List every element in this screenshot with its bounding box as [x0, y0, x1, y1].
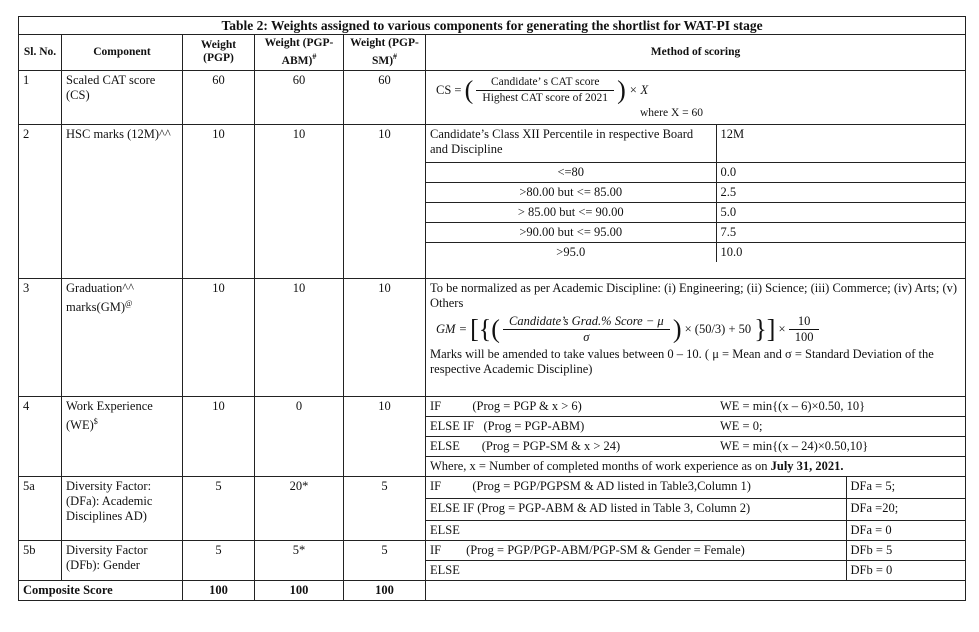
weight-pgp-cell: 5: [183, 541, 255, 581]
dfb-value: DFb = 0: [846, 561, 965, 581]
header-weight-sm: Weight (PGP-SM)#: [344, 35, 426, 71]
composite-pgp: 100: [183, 581, 255, 601]
we-rule-table: [426, 397, 965, 476]
composite-label: Composite Score: [19, 581, 183, 601]
weights-table-container: [18, 16, 965, 601]
hsc-range: >90.00 but <= 95.00: [426, 223, 716, 243]
gm-denominator: σ: [583, 329, 590, 344]
weights-table: [18, 16, 966, 601]
sl-cell: 5b: [19, 541, 62, 581]
table-row: [19, 124, 966, 278]
hsc-range: >80.00 but <= 85.00: [426, 183, 716, 203]
hsc-range: > 85.00 but <= 90.00: [426, 203, 716, 223]
component-cell: Diversity Factor (DFb): Gender: [62, 541, 183, 581]
hsc-score: 2.5: [716, 183, 965, 203]
sl-cell: 3: [19, 278, 62, 396]
gm-intro: To be normalized as per Academic Discipline: (i) Engineering; (ii) Science; (iii) Commerce; (iv) Arts; (v) Others: [430, 280, 958, 310]
component-cell: Scaled CAT score (CS): [62, 70, 183, 124]
method-cell: [426, 476, 966, 541]
weight-abm-cell: 10: [255, 124, 344, 278]
weight-pgp-cell: 10: [183, 278, 255, 396]
we-value: WE = min{(x – 24)×0.50,10}: [716, 436, 965, 456]
hsc-score: 7.5: [716, 223, 965, 243]
hsc-score: 10.0: [716, 243, 965, 263]
hsc-column-header: Candidate’s Class XII Percentile in respective Board and Discipline: [426, 125, 716, 163]
dfb-value: DFb = 5: [846, 541, 965, 561]
weight-sm-cell: 10: [344, 278, 426, 396]
method-cell: [426, 70, 966, 124]
composite-abm: 100: [255, 581, 344, 601]
gm-numerator: Candidate’s Grad.% Score − μ: [503, 314, 670, 330]
composite-row: [19, 581, 966, 601]
hsc-range: <=80: [426, 163, 716, 183]
component-cell: Work Experience (WE)$: [62, 396, 183, 476]
composite-sm: 100: [344, 581, 426, 601]
hsc-band-table: [426, 125, 965, 263]
weight-abm-cell: 0: [255, 396, 344, 476]
we-where: Where, x = Number of completed months of work experience as on July 31, 2021.: [430, 458, 844, 473]
weight-abm-cell: 5*: [255, 541, 344, 581]
cs-formula: CS = ( $\frac{\text{Candidate’ s CAT score}}{\text{Highest CAT score of 2021}}$ ) × X: [436, 75, 649, 105]
dfb-condition: ELSE: [430, 563, 460, 578]
hsc-range: >95.0: [556, 245, 586, 260]
we-condition: ELSE (Prog = PGP-SM & x > 24): [426, 436, 716, 456]
dfb-condition: IF (Prog = PGP/PGP-ABM/PGP-SM & Gender = Female): [426, 541, 846, 561]
weight-abm-cell: 20*: [255, 476, 344, 541]
hsc-score: 5.0: [716, 203, 965, 223]
cs-numerator: Candidate’ s CAT score: [476, 75, 614, 91]
we-condition: IF (Prog = PGP & x > 6): [426, 397, 716, 417]
header-component: Component: [62, 35, 183, 71]
sl-cell: 4: [19, 396, 62, 476]
we-value: WE = 0;: [716, 416, 965, 436]
dfb-rule-table: [426, 541, 965, 580]
weight-pgp-cell: 10: [183, 124, 255, 278]
method-cell: [426, 396, 966, 476]
table-row: [19, 541, 966, 581]
weight-pgp-cell: 10: [183, 396, 255, 476]
sl-cell: 5a: [19, 476, 62, 541]
header-sl: Sl. No.: [19, 35, 62, 71]
we-condition: ELSE IF (Prog = PGP-ABM): [426, 416, 716, 436]
header-weight-pgp: Weight (PGP): [183, 35, 255, 71]
table-caption: Table 2: Weights assigned to various components for generating the shortlist for WAT-PI stage: [19, 17, 966, 35]
dfa-condition: ELSE IF (Prog = PGP-ABM & AD listed in Table 3, Column 2): [426, 499, 846, 521]
gm-end-denominator: 100: [794, 329, 814, 344]
composite-method-empty: [426, 581, 966, 601]
gm-end-numerator: 10: [789, 314, 820, 330]
dfa-condition: ELSE: [430, 523, 460, 538]
sl-cell: 1: [19, 70, 62, 124]
table-row: [19, 476, 966, 541]
dfa-value: DFa = 5;: [846, 477, 965, 499]
hsc-score-header: 12M: [716, 125, 965, 163]
weight-sm-cell: 60: [344, 70, 426, 124]
hsc-score: 0.0: [716, 163, 965, 183]
sl-cell: 2: [19, 124, 62, 278]
component-cell: Graduation^^ marks(GM)@: [62, 278, 183, 396]
dfa-rule-table: [426, 477, 965, 541]
gm-note: Marks will be amended to take values between 0 – 10. ( μ = Mean and σ = Standard Deviation of the respective Academic Discipline): [430, 346, 934, 376]
component-cell: Diversity Factor: (DFa): Academic Disciplines AD): [62, 476, 183, 541]
weight-sm-cell: 5: [344, 541, 426, 581]
component-cell: HSC marks (12M)^^: [62, 124, 183, 278]
method-cell: [426, 124, 966, 278]
weight-sm-cell: 10: [344, 396, 426, 476]
weight-sm-cell: 10: [344, 124, 426, 278]
cs-where: where X = 60: [640, 106, 704, 119]
table-row: [19, 278, 966, 396]
method-cell: [426, 278, 966, 396]
cs-denominator: Highest CAT score of 2021: [482, 91, 609, 104]
header-weight-abm: Weight (PGP-ABM)#: [255, 35, 344, 71]
table-row: [19, 396, 966, 476]
header-row: [19, 35, 966, 71]
weight-abm-cell: 60: [255, 70, 344, 124]
header-method: Method of scoring: [426, 35, 966, 71]
table-row: [19, 70, 966, 124]
weight-pgp-cell: 60: [183, 70, 255, 124]
dfa-value: DFa = 0: [846, 521, 965, 541]
weight-abm-cell: 10: [255, 278, 344, 396]
weight-sm-cell: 5: [344, 476, 426, 541]
method-cell: [426, 541, 966, 581]
dfa-value: DFa =20;: [846, 499, 965, 521]
weight-pgp-cell: 5: [183, 476, 255, 541]
we-value: WE = min{(x – 6)×0.50, 10}: [716, 397, 965, 417]
gm-formula: GM = [{( $\frac{\text{Candidate’s Grad.\% Score − μ}}{\sigma}$ ) × (50/3) + 50 }] × $\frac{10}{100}$: [430, 311, 961, 347]
dfa-condition: IF (Prog = PGP/PGPSM & AD listed in Table3,Column 1): [426, 477, 846, 499]
